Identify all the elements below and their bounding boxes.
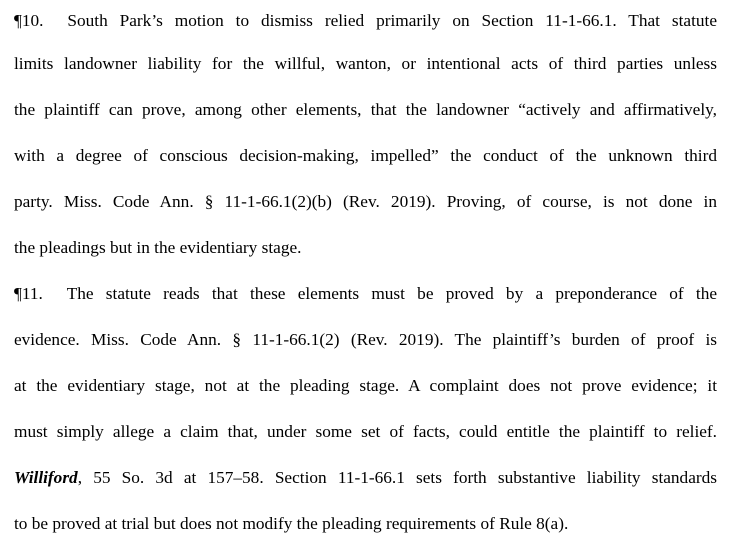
paragraph-11-line-5-text: Section 11-1-66.1 sets forth substantive liability standards xyxy=(274,468,717,487)
paragraph-11-line-1 xyxy=(14,282,717,306)
paragraph-marker-10: ¶10. xyxy=(14,11,44,30)
case-citation-name: Williford xyxy=(14,468,78,487)
paragraph-10-line-6: the pleadings but in the evidentiary stage. xyxy=(14,238,302,257)
paragraph-10-line-3: the plaintiff can prove, among other elements, that the landowner “actively and affirmatively, xyxy=(14,100,717,119)
paragraph-11-line-5 xyxy=(14,466,717,490)
paragraph-10-line-2: limits landowner liability for the willful, wanton, or intentional acts of third parties unless xyxy=(14,54,717,73)
paragraph-11-line-4: must simply allege a claim that, under some set of facts, could entitle the plaintiff to relief. xyxy=(14,422,717,441)
paragraph-11-line-3: at the evidentiary stage, not at the pleading stage. A complaint does not prove evidence; it xyxy=(14,376,717,395)
paragraph-marker-11: ¶11. xyxy=(14,284,43,303)
paragraph-11-line-6: to be proved at trial but does not modify the pleading requirements of Rule 8(a). xyxy=(14,514,569,533)
paragraph-10-line-4: with a degree of conscious decision-making, impelled” the conduct of the unknown third xyxy=(14,146,717,165)
paragraph-11-text: The statute reads that these elements must be proved by a preponderance of the xyxy=(66,284,718,303)
paragraph-10-line-1 xyxy=(14,9,717,33)
paragraph-10-line-5: party. Miss. Code Ann. § 11-1-66.1(2)(b) (Rev. 2019). Proving, of course, is not done in xyxy=(14,192,717,211)
paragraph-10-text: South Park’s motion to dismiss relied primarily on Section 11-1-66.1. That statute xyxy=(67,11,717,30)
case-citation-reporter: , 55 So. 3d at 157–58. xyxy=(77,468,264,487)
paragraph-11-line-2: evidence. Miss. Code Ann. § 11-1-66.1(2) (Rev. 2019). The plaintiff’s burden of proof is xyxy=(14,330,717,349)
